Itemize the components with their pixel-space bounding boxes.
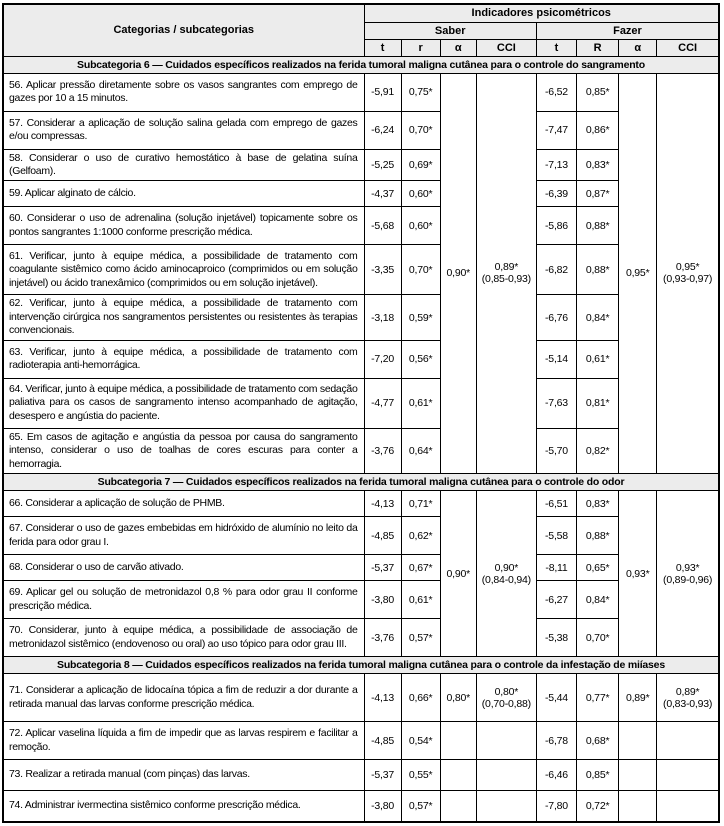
item-description: 66. Considerar a aplicação de solução de PHMB.	[3, 491, 364, 517]
r-value: 0,68*	[577, 722, 619, 760]
t-value: -4,13	[364, 491, 401, 517]
item-description: 72. Aplicar vaselina líquida a fim de impedir que as larvas respirem e facilitar a remoção.	[3, 722, 364, 760]
t-value: -6,52	[536, 73, 576, 111]
t-value: -4,37	[364, 181, 401, 207]
empty-cell	[657, 791, 719, 822]
empty-cell	[440, 760, 476, 791]
cci-estimate: 0,89*	[494, 261, 519, 274]
empty-cell	[619, 760, 657, 791]
cci-range: (0,84-0,94)	[481, 573, 531, 586]
r-value: 0,57*	[401, 791, 440, 822]
t-value: -4,77	[364, 378, 401, 428]
t-value: -6,76	[536, 295, 576, 340]
r-value: 0,87*	[577, 181, 619, 207]
table-row	[3, 149, 719, 181]
col-r-fazer: R	[577, 39, 619, 56]
cci-value	[657, 73, 719, 474]
t-value: -6,46	[536, 760, 576, 791]
table-row	[3, 73, 719, 111]
empty-cell	[657, 760, 719, 791]
t-value: -3,76	[364, 428, 401, 473]
table-row	[3, 340, 719, 378]
empty-cell	[619, 791, 657, 822]
section-6-header-row	[3, 56, 719, 73]
cci-range: (0,70-0,88)	[481, 697, 531, 710]
t-value: -4,13	[364, 674, 401, 722]
cci-estimate: 0,95*	[675, 261, 700, 274]
r-value: 0,60*	[401, 181, 440, 207]
r-value: 0,83*	[577, 491, 619, 517]
r-value: 0,70*	[401, 245, 440, 295]
r-value: 0,75*	[401, 73, 440, 111]
t-value: -5,25	[364, 149, 401, 181]
t-value: -7,80	[536, 791, 576, 822]
cci-value	[657, 674, 719, 722]
t-value: -7,47	[536, 111, 576, 149]
t-value: -6,82	[536, 245, 576, 295]
r-value: 0,66*	[401, 674, 440, 722]
t-value: -4,85	[364, 517, 401, 555]
t-value: -5,91	[364, 73, 401, 111]
table-row	[3, 295, 719, 340]
header-fazer: Fazer	[536, 22, 719, 39]
item-description: 68. Considerar o uso de carvão ativado.	[3, 555, 364, 581]
table-row	[3, 674, 719, 722]
item-description: 58. Considerar o uso de curativo hemostático à base de gelatina suína (Gelfoam).	[3, 149, 364, 181]
r-value: 0,62*	[401, 517, 440, 555]
col-alpha-saber: α	[440, 39, 476, 56]
t-value: -5,38	[536, 619, 576, 657]
r-value: 0,64*	[401, 428, 440, 473]
table-row	[3, 722, 719, 760]
col-alpha-fazer: α	[619, 39, 657, 56]
r-value: 0,57*	[401, 619, 440, 657]
t-value: -5,14	[536, 340, 576, 378]
t-value: -6,78	[536, 722, 576, 760]
t-value: -8,11	[536, 555, 576, 581]
item-description: 56. Aplicar pressão diretamente sobre os vasos sangrantes com emprego de gazes por 10 a 15 minutos.	[3, 73, 364, 111]
item-description: 62. Verificar, junto à equipe médica, a possibilidade de tratamento com intervenção cirúrgica nos sangramentos persistentes ou resistentes às terapias convencionais.	[3, 295, 364, 340]
r-value: 0,72*	[577, 791, 619, 822]
t-value: -3,80	[364, 791, 401, 822]
r-value: 0,77*	[577, 674, 619, 722]
empty-cell	[476, 791, 536, 822]
col-cci-fazer: CCI	[657, 39, 719, 56]
empty-cell	[440, 722, 476, 760]
r-value: 0,88*	[577, 245, 619, 295]
r-value: 0,67*	[401, 555, 440, 581]
t-value: -3,35	[364, 245, 401, 295]
t-value: -6,24	[364, 111, 401, 149]
alpha-value: 0,89*	[619, 674, 657, 722]
header-row-1	[3, 4, 719, 22]
table-row	[3, 517, 719, 555]
header-saber: Saber	[364, 22, 536, 39]
cci-range: (0,83-0,93)	[663, 697, 713, 710]
item-description: 69. Aplicar gel ou solução de metronidazol 0,8 % para odor grau II conforme prescrição médica.	[3, 581, 364, 619]
r-value: 0,81*	[577, 378, 619, 428]
section-7-title: Subcategoria 7 — Cuidados específicos realizados na ferida tumoral maligna cutânea para o controle do odor	[3, 474, 719, 491]
r-value: 0,69*	[401, 149, 440, 181]
r-value: 0,86*	[577, 111, 619, 149]
cci-value	[657, 491, 719, 657]
r-value: 0,61*	[401, 378, 440, 428]
t-value: -7,20	[364, 340, 401, 378]
r-value: 0,65*	[577, 555, 619, 581]
cci-estimate: 0,90*	[494, 561, 519, 574]
r-value: 0,84*	[577, 295, 619, 340]
item-description: 74. Administrar ivermectina sistêmico conforme prescrição médica.	[3, 791, 364, 822]
item-description: 60. Considerar o uso de adrenalina (solução injetável) topicamente sobre os pontos sangrantes 1:1000 conforme prescrição médica.	[3, 207, 364, 245]
table-row	[3, 378, 719, 428]
r-value: 0,70*	[401, 111, 440, 149]
item-description: 64. Verificar, junto à equipe médica, a possibilidade de tratamento com sedação paliativa para os casos de sangramento intenso acompanhado de agitação, desespero e angústia do paciente.	[3, 378, 364, 428]
r-value: 0,61*	[577, 340, 619, 378]
table-row	[3, 760, 719, 791]
r-value: 0,88*	[577, 207, 619, 245]
cci-estimate: 0,89*	[675, 685, 700, 698]
item-description: 63. Verificar, junto à equipe médica, a possibilidade de tratamento com radioterapia anti-hemorrágica.	[3, 340, 364, 378]
t-value: -5,44	[536, 674, 576, 722]
cci-estimate: 0,93*	[675, 561, 700, 574]
r-value: 0,88*	[577, 517, 619, 555]
item-description: 61. Verificar, junto à equipe médica, a possibilidade de tratamento com coagulante sistêmico como ácido aminocaproico (comprimidos ou em solução injetável) ou ácido tranexâmico (comprimidos ou em solução injetável).	[3, 245, 364, 295]
alpha-value: 0,93*	[619, 491, 657, 657]
col-t-saber: t	[364, 39, 401, 56]
empty-cell	[619, 722, 657, 760]
t-value: -5,37	[364, 760, 401, 791]
item-description: 70. Considerar, junto à equipe médica, a possibilidade de associação de metronidazol sistêmico (endovenoso ou oral) ao uso tópico para odor grau III.	[3, 619, 364, 657]
r-value: 0,85*	[577, 73, 619, 111]
section-8-title: Subcategoria 8 — Cuidados específicos realizados na ferida tumoral maligna cutânea para o controle da infestação de miíases	[3, 657, 719, 674]
r-value: 0,71*	[401, 491, 440, 517]
r-value: 0,54*	[401, 722, 440, 760]
table-row	[3, 207, 719, 245]
header-categories: Categorias / subcategorias	[3, 4, 364, 56]
alpha-value: 0,90*	[440, 491, 476, 657]
cci-range: (0,89-0,96)	[663, 573, 713, 586]
item-description: 67. Considerar o uso de gazes embebidas em hidróxido de alumínio no leito da ferida para odor grau I.	[3, 517, 364, 555]
cci-range: (0,85-0,93)	[481, 273, 531, 286]
cci-value	[476, 674, 536, 722]
alpha-value: 0,80*	[440, 674, 476, 722]
t-value: -5,70	[536, 428, 576, 473]
item-description: 71. Considerar a aplicação de lidocaína tópica a fim de reduzir a dor durante a retirada manual das larvas conforme prescrição médica.	[3, 674, 364, 722]
r-value: 0,60*	[401, 207, 440, 245]
table-row	[3, 245, 719, 295]
table-row	[3, 428, 719, 473]
table-row	[3, 791, 719, 822]
r-value: 0,56*	[401, 340, 440, 378]
empty-cell	[657, 722, 719, 760]
section-8-header-row	[3, 657, 719, 674]
t-value: -3,80	[364, 581, 401, 619]
cci-estimate: 0,80*	[494, 685, 519, 698]
header-indicators: Indicadores psicométricos	[364, 4, 719, 22]
table-row	[3, 181, 719, 207]
r-value: 0,70*	[577, 619, 619, 657]
item-description: 73. Realizar a retirada manual (com pinças) das larvas.	[3, 760, 364, 791]
empty-cell	[476, 760, 536, 791]
t-value: -5,37	[364, 555, 401, 581]
empty-cell	[440, 791, 476, 822]
col-t-fazer: t	[536, 39, 576, 56]
t-value: -6,51	[536, 491, 576, 517]
r-value: 0,61*	[401, 581, 440, 619]
cci-value	[476, 73, 536, 474]
section-7-header-row	[3, 474, 719, 491]
t-value: -7,13	[536, 149, 576, 181]
r-value: 0,55*	[401, 760, 440, 791]
table-row	[3, 491, 719, 517]
item-description: 65. Em casos de agitação e angústia da pessoa por causa do sangramento intenso, considerar o uso de toalhas de cores escuras para conter a hemorragia.	[3, 428, 364, 473]
table-row	[3, 581, 719, 619]
r-value: 0,82*	[577, 428, 619, 473]
section-6-title: Subcategoria 6 — Cuidados específicos realizados na ferida tumoral maligna cutânea para o controle do sangramento	[3, 56, 719, 73]
alpha-value: 0,95*	[619, 73, 657, 474]
t-value: -5,68	[364, 207, 401, 245]
t-value: -5,58	[536, 517, 576, 555]
t-value: -4,85	[364, 722, 401, 760]
r-value: 0,85*	[577, 760, 619, 791]
cci-value	[476, 491, 536, 657]
t-value: -6,27	[536, 581, 576, 619]
r-value: 0,84*	[577, 581, 619, 619]
table-row	[3, 111, 719, 149]
r-value: 0,59*	[401, 295, 440, 340]
item-description: 59. Aplicar alginato de cálcio.	[3, 181, 364, 207]
t-value: -7,63	[536, 378, 576, 428]
cci-range: (0,93-0,97)	[663, 273, 713, 286]
col-cci-saber: CCI	[476, 39, 536, 56]
table-row	[3, 619, 719, 657]
alpha-value: 0,90*	[440, 73, 476, 474]
r-value: 0,83*	[577, 149, 619, 181]
psychometric-indicators-table	[2, 3, 720, 823]
t-value: -3,76	[364, 619, 401, 657]
table-row	[3, 555, 719, 581]
t-value: -5,86	[536, 207, 576, 245]
t-value: -3,18	[364, 295, 401, 340]
empty-cell	[476, 722, 536, 760]
col-r-saber: r	[401, 39, 440, 56]
item-description: 57. Considerar a aplicação de solução salina gelada com emprego de gazes e/ou compressas.	[3, 111, 364, 149]
t-value: -6,39	[536, 181, 576, 207]
